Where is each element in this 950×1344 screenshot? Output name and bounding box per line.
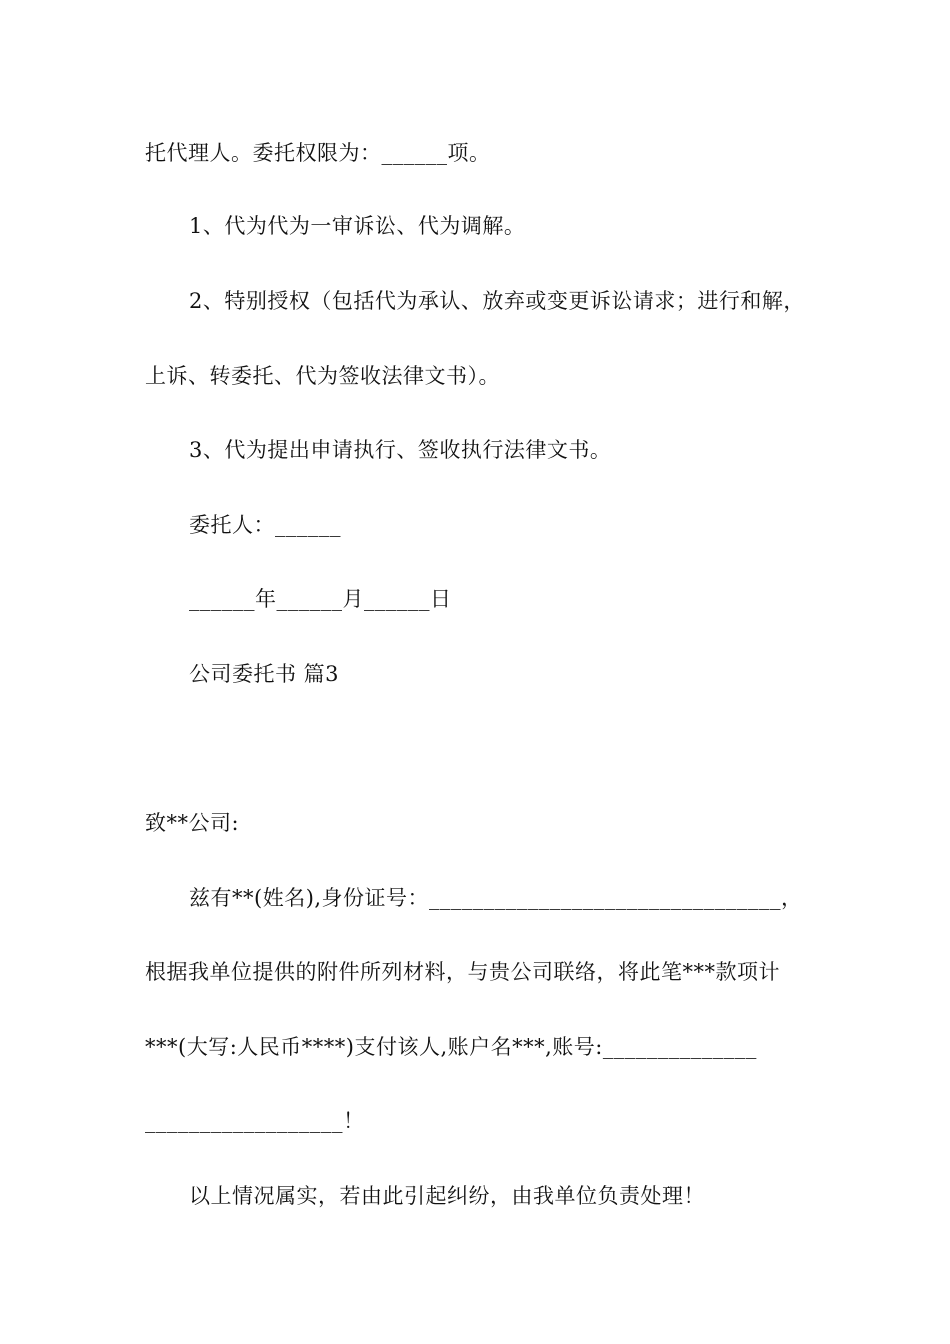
paragraph-line: __________________！ [145,1109,365,1133]
paragraph-line: 根据我单位提供的附件所列材料，与贵公司联络，将此笔***款项计 [145,960,780,984]
paragraph-line: 托代理人。委托权限为：______项。 [145,141,491,165]
paragraph-line: 委托人：______ [189,513,341,537]
paragraph-line: 以上情况属实，若由此引起纠纷，由我单位负责处理！ [189,1184,705,1208]
paragraph-line: ***(大写:人民币****)支付该人,账户名***,账号:______________ [145,1035,757,1059]
paragraph-line: 1、代为代为一审诉讼、代为调解。 [189,214,526,238]
paragraph-line: 致**公司: [145,811,240,835]
paragraph-line: 2、特别授权（包括代为承认、放弃或变更诉讼请求；进行和解， [189,289,805,313]
section-heading: 公司委托书 篇3 [189,662,340,686]
paragraph-line: 3、代为提出申请执行、签收执行法律文书。 [189,438,612,462]
paragraph-line: 兹有**(姓名),身份证号：________________________________， [189,886,803,910]
paragraph-line: 上诉、转委托、代为签收法律文书）。 [145,364,500,388]
paragraph-line: ______年______月______日 [189,587,452,611]
